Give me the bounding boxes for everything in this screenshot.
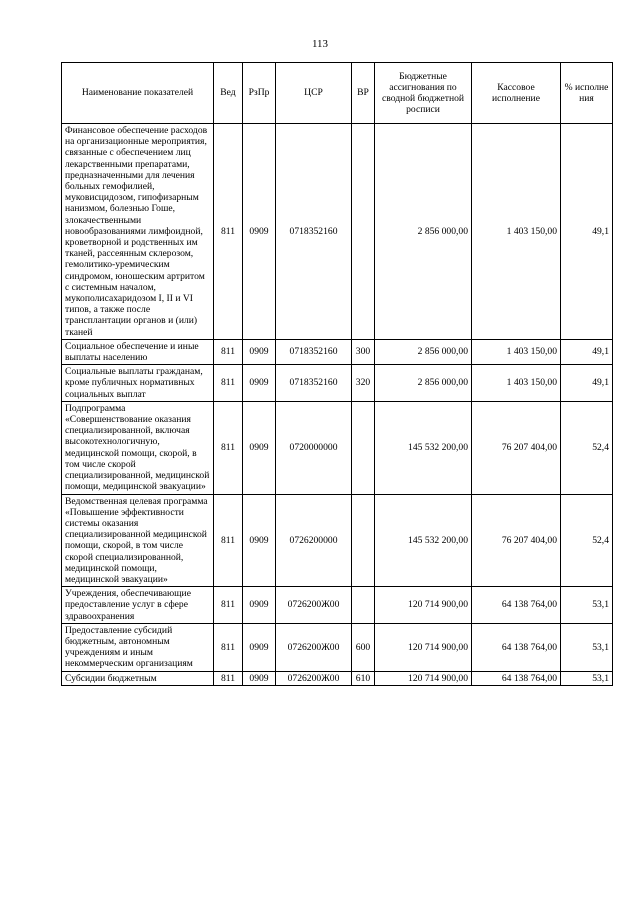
row-name: Ведомственная целевая программа «Повышение эффективности системы оказания специализированной медицинской помощи, скорой, в том числе скорой специализированной, медицинской помощи, медицинской эвакуации»	[62, 494, 214, 587]
budget-execution-table	[61, 62, 613, 686]
row-ved: 811	[214, 365, 243, 402]
row-cash: 64 138 764,00	[472, 671, 561, 685]
row-assigned: 2 856 000,00	[375, 124, 472, 340]
row-csr: 0718352160	[276, 124, 352, 340]
header-assigned: Бюджетные ассигнования по сводной бюджетной росписи	[375, 63, 472, 124]
row-percent: 53,1	[561, 587, 613, 624]
row-assigned: 145 532 200,00	[375, 494, 472, 587]
row-percent: 49,1	[561, 124, 613, 340]
row-name: Подпрограмма «Совершенствование оказания специализированной, включая высокотехнологичную, медицинской помощи, скорой, в том числе скорой специализированной, медицинской помощи, медицинской эвакуации»	[62, 401, 214, 494]
row-rzpr: 0909	[243, 671, 276, 685]
row-vr	[352, 124, 375, 340]
row-assigned: 145 532 200,00	[375, 401, 472, 494]
row-cash: 1 403 150,00	[472, 365, 561, 402]
row-csr: 0718352160	[276, 365, 352, 402]
row-assigned: 120 714 900,00	[375, 671, 472, 685]
row-vr	[352, 494, 375, 587]
row-rzpr: 0909	[243, 124, 276, 340]
table-row	[62, 623, 613, 671]
row-assigned: 2 856 000,00	[375, 339, 472, 364]
row-csr: 0726200Ж00	[276, 671, 352, 685]
header-ved: Вед	[214, 63, 243, 124]
page-number: 113	[311, 38, 329, 50]
row-ved: 811	[214, 623, 243, 671]
header-vr: ВР	[352, 63, 375, 124]
row-cash: 76 207 404,00	[472, 494, 561, 587]
header-percent: % исполне ния	[561, 63, 613, 124]
row-ved: 811	[214, 587, 243, 624]
row-ved: 811	[214, 339, 243, 364]
table-row	[62, 339, 613, 364]
row-rzpr: 0909	[243, 339, 276, 364]
row-rzpr: 0909	[243, 587, 276, 624]
table-row	[62, 587, 613, 624]
row-percent: 52,4	[561, 401, 613, 494]
row-assigned: 120 714 900,00	[375, 623, 472, 671]
row-percent: 52,4	[561, 494, 613, 587]
header-name: Наименование показателей	[62, 63, 214, 124]
row-name: Учреждения, обеспечивающие предоставление услуг в сфере здравоохранения	[62, 587, 214, 624]
row-name: Предоставление субсидий бюджетным, автономным учреждениям и иным некоммерческим организациям	[62, 623, 214, 671]
row-cash: 64 138 764,00	[472, 623, 561, 671]
table-header-row	[62, 63, 613, 124]
row-ved: 811	[214, 494, 243, 587]
row-vr	[352, 401, 375, 494]
row-rzpr: 0909	[243, 623, 276, 671]
row-cash: 64 138 764,00	[472, 587, 561, 624]
row-cash: 76 207 404,00	[472, 401, 561, 494]
row-csr: 0726200Ж00	[276, 623, 352, 671]
table-row	[62, 124, 613, 340]
header-csr: ЦСР	[276, 63, 352, 124]
row-percent: 53,1	[561, 623, 613, 671]
row-rzpr: 0909	[243, 401, 276, 494]
row-name: Социальное обеспечение и иные выплаты населению	[62, 339, 214, 364]
row-vr	[352, 587, 375, 624]
row-rzpr: 0909	[243, 494, 276, 587]
row-assigned: 2 856 000,00	[375, 365, 472, 402]
row-percent: 53,1	[561, 671, 613, 685]
row-name: Финансовое обеспечение расходов на организационные мероприятия, связанные с обеспечением лиц лекарственными препаратами, предназначенными для лечения больных гемофилией, муковисцидозом, гипофизарным нанизмом, болезнью Гоше, злокачественными новообразованиями лимфоидной, кроветворной и родственных им тканей, рассеянным склерозом, гемолитико-уремическим синдромом, юношеским артритом с системным началом, мукополисахаридозом I, II и VI типов, а также после трансплантации органов и (или) тканей	[62, 124, 214, 340]
row-csr: 0718352160	[276, 339, 352, 364]
row-percent: 49,1	[561, 365, 613, 402]
header-cash: Кассовое исполнение	[472, 63, 561, 124]
table-row	[62, 671, 613, 685]
row-ved: 811	[214, 401, 243, 494]
row-rzpr: 0909	[243, 365, 276, 402]
row-vr: 300	[352, 339, 375, 364]
row-cash: 1 403 150,00	[472, 339, 561, 364]
row-name: Социальные выплаты гражданам, кроме публичных нормативных социальных выплат	[62, 365, 214, 402]
row-csr: 0726200Ж00	[276, 587, 352, 624]
row-csr: 0720000000	[276, 401, 352, 494]
row-cash: 1 403 150,00	[472, 124, 561, 340]
table-row	[62, 494, 613, 587]
row-vr: 610	[352, 671, 375, 685]
row-name: Субсидии бюджетным	[62, 671, 214, 685]
row-assigned: 120 714 900,00	[375, 587, 472, 624]
table-row	[62, 401, 613, 494]
row-ved: 811	[214, 671, 243, 685]
header-rzpr: РзПр	[243, 63, 276, 124]
row-vr: 600	[352, 623, 375, 671]
row-percent: 49,1	[561, 339, 613, 364]
row-vr: 320	[352, 365, 375, 402]
row-csr: 0726200000	[276, 494, 352, 587]
row-ved: 811	[214, 124, 243, 340]
table-row	[62, 365, 613, 402]
